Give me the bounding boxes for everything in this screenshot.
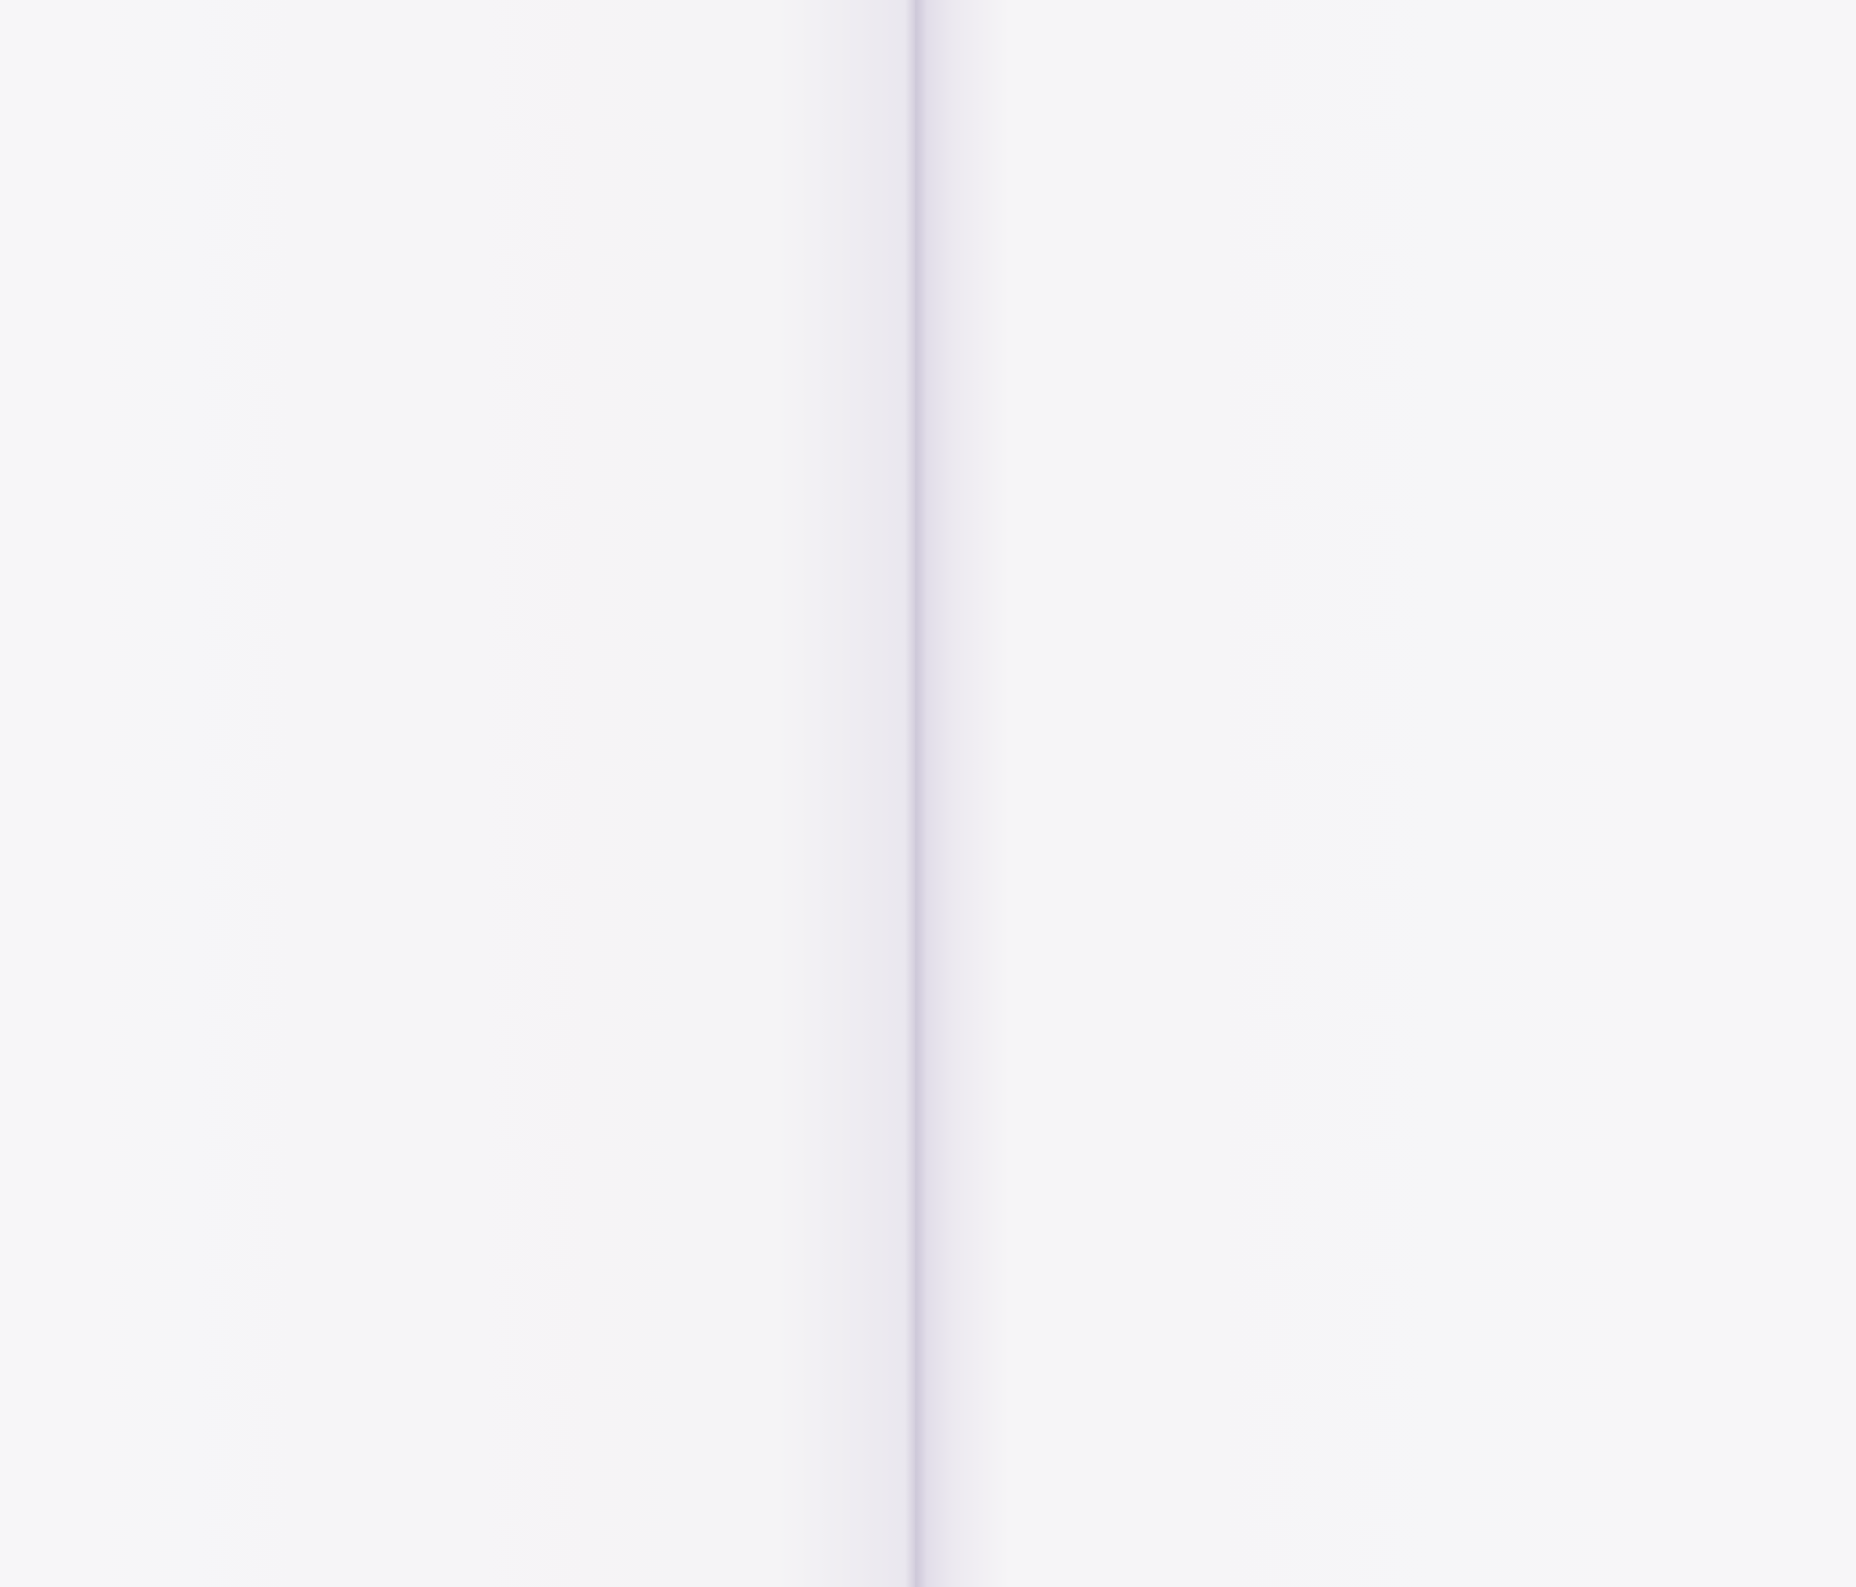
left-page: [0, 0, 915, 1587]
right-page: [915, 0, 1856, 1587]
book-gutter: [905, 0, 927, 1587]
